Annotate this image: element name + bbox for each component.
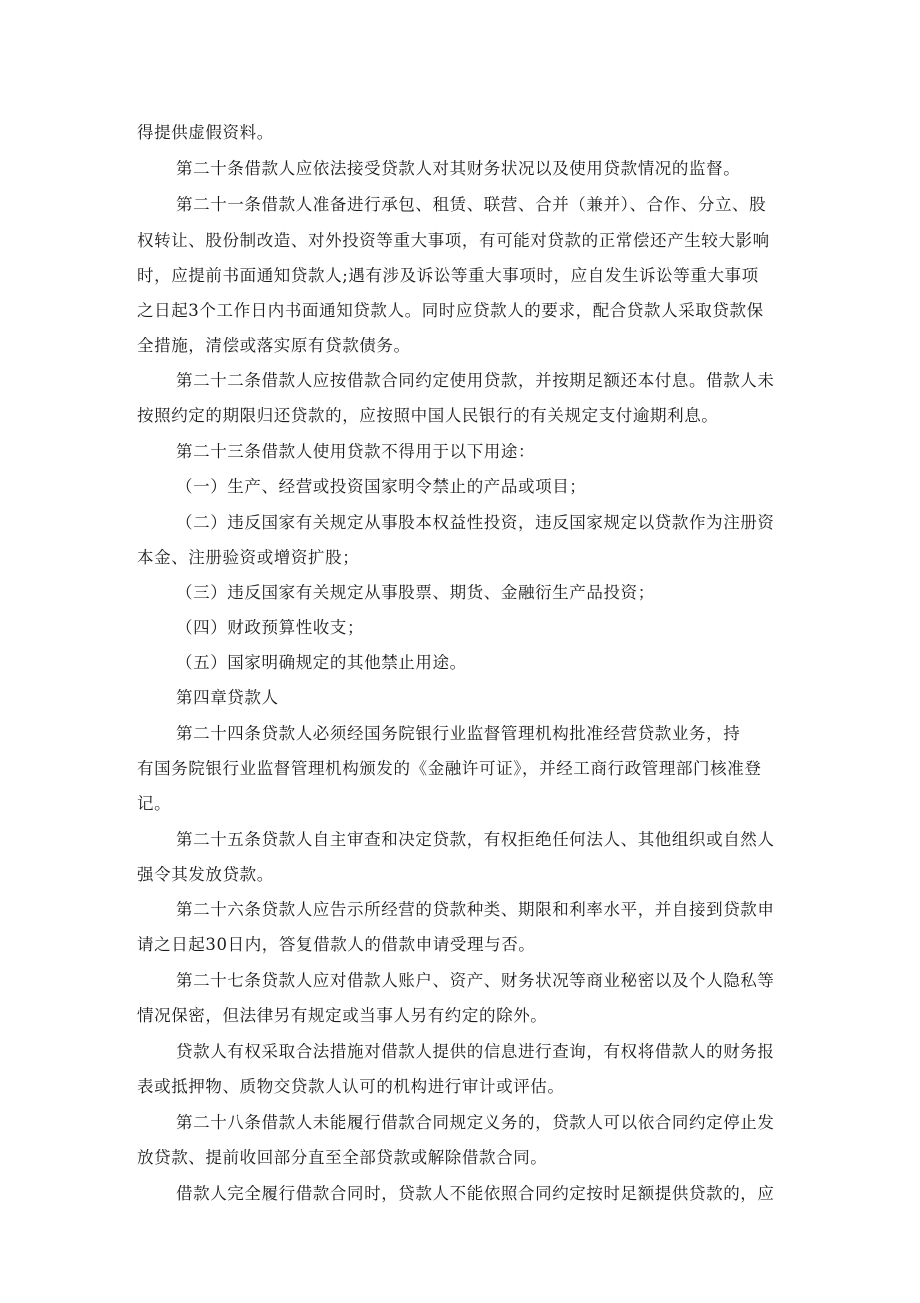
chapter-heading: 第四章贷款人 (176, 688, 279, 707)
text-line: 第二十六条贷款人应告示所经营的贷款种类、期限和利率水平，并自接到贷款申 (176, 900, 775, 919)
text-line: 记。 (137, 794, 172, 813)
text-line: 请之日起30日内，答复借款人的借款申请受理与否。 (137, 935, 536, 954)
text-line: 时，应提前书面通知贷款人;遇有涉及诉讼等重大事项时，应自发生诉讼等重大事项 (137, 266, 759, 285)
text-line: 全措施，清偿或落实原有贷款债务。 (137, 336, 411, 355)
text-line: 放贷款、提前收回部分直至全部贷款或解除借款合同。 (137, 1148, 548, 1167)
list-item: （三）违反国家有关规定从事股票、期货、金融衍生产品投资； (176, 583, 655, 602)
text-line: 第二十七条贷款人应对借款人账户、资产、财务状况等商业秘密以及个人隐私等 (176, 971, 775, 990)
text-line: 贷款人有权采取合法措施对借款人提供的信息进行查询，有权将借款人的财务报 (176, 1042, 775, 1061)
text-line: 权转让、股份制改造、对外投资等重大事项，有可能对贷款的正常偿还产生较大影响 (137, 231, 770, 250)
list-item: （五）国家明确规定的其他禁止用途。 (176, 653, 467, 672)
text-line: 第二十三条借款人使用贷款不得用于以下用途： (176, 442, 536, 461)
text-line: 强令其发放贷款。 (137, 865, 274, 884)
text-line: 表或抵押物、质物交贷款人认可的机构进行审计或评估。 (137, 1077, 565, 1096)
text-line: 第二十五条贷款人自主审查和决定贷款，有权拒绝任何法人、其他组织或自然人 (176, 830, 775, 849)
text-line: 第二十二条借款人应按借款合同约定使用贷款，并按期足额还本付息。借款人未 (176, 371, 775, 390)
text-line: 按照约定的期限归还贷款的，应按照中国人民银行的有关规定支付逾期利息。 (137, 406, 719, 425)
text-line: 第二十条借款人应依法接受贷款人对其财务状况以及使用贷款情况的监督。 (176, 159, 741, 178)
list-item: （四）财政预算性收支； (176, 618, 365, 637)
text-line: 本金、注册验资或增资扩股； (137, 548, 360, 567)
text-line: 之日起3个工作日内书面通知贷款人。同时应贷款人的要求，配合贷款人采取贷款保 (137, 301, 764, 320)
text-line: 第二十四条贷款人必须经国务院银行业监督管理机构批准经营贷款业务，持 (176, 724, 741, 743)
text-line: 有国务院银行业监督管理机构颁发的《金融许可证》，并经工商行政管理部门核准登 (137, 759, 762, 778)
text-line: 情况保密，但法律另有规定或当事人另有约定的除外。 (137, 1006, 548, 1025)
text-line: 得提供虚假资料。 (137, 123, 274, 142)
text-line: 第二十八条借款人未能履行借款合同规定义务的，贷款人可以依合同约定停止发 (176, 1113, 775, 1132)
text-line: 借款人完全履行借款合同时，贷款人不能依照合同约定按时足额提供贷款的，应 (176, 1184, 775, 1203)
list-item: （一）生产、经营或投资国家明令禁止的产品或项目； (176, 477, 587, 496)
text-line: 第二十一条借款人准备进行承包、租赁、联营、合并（兼并）、合作、分立、股 (176, 195, 767, 214)
list-item: （二）违反国家有关规定从事股本权益性投资，违反国家规定以贷款作为注册资 (176, 513, 775, 532)
